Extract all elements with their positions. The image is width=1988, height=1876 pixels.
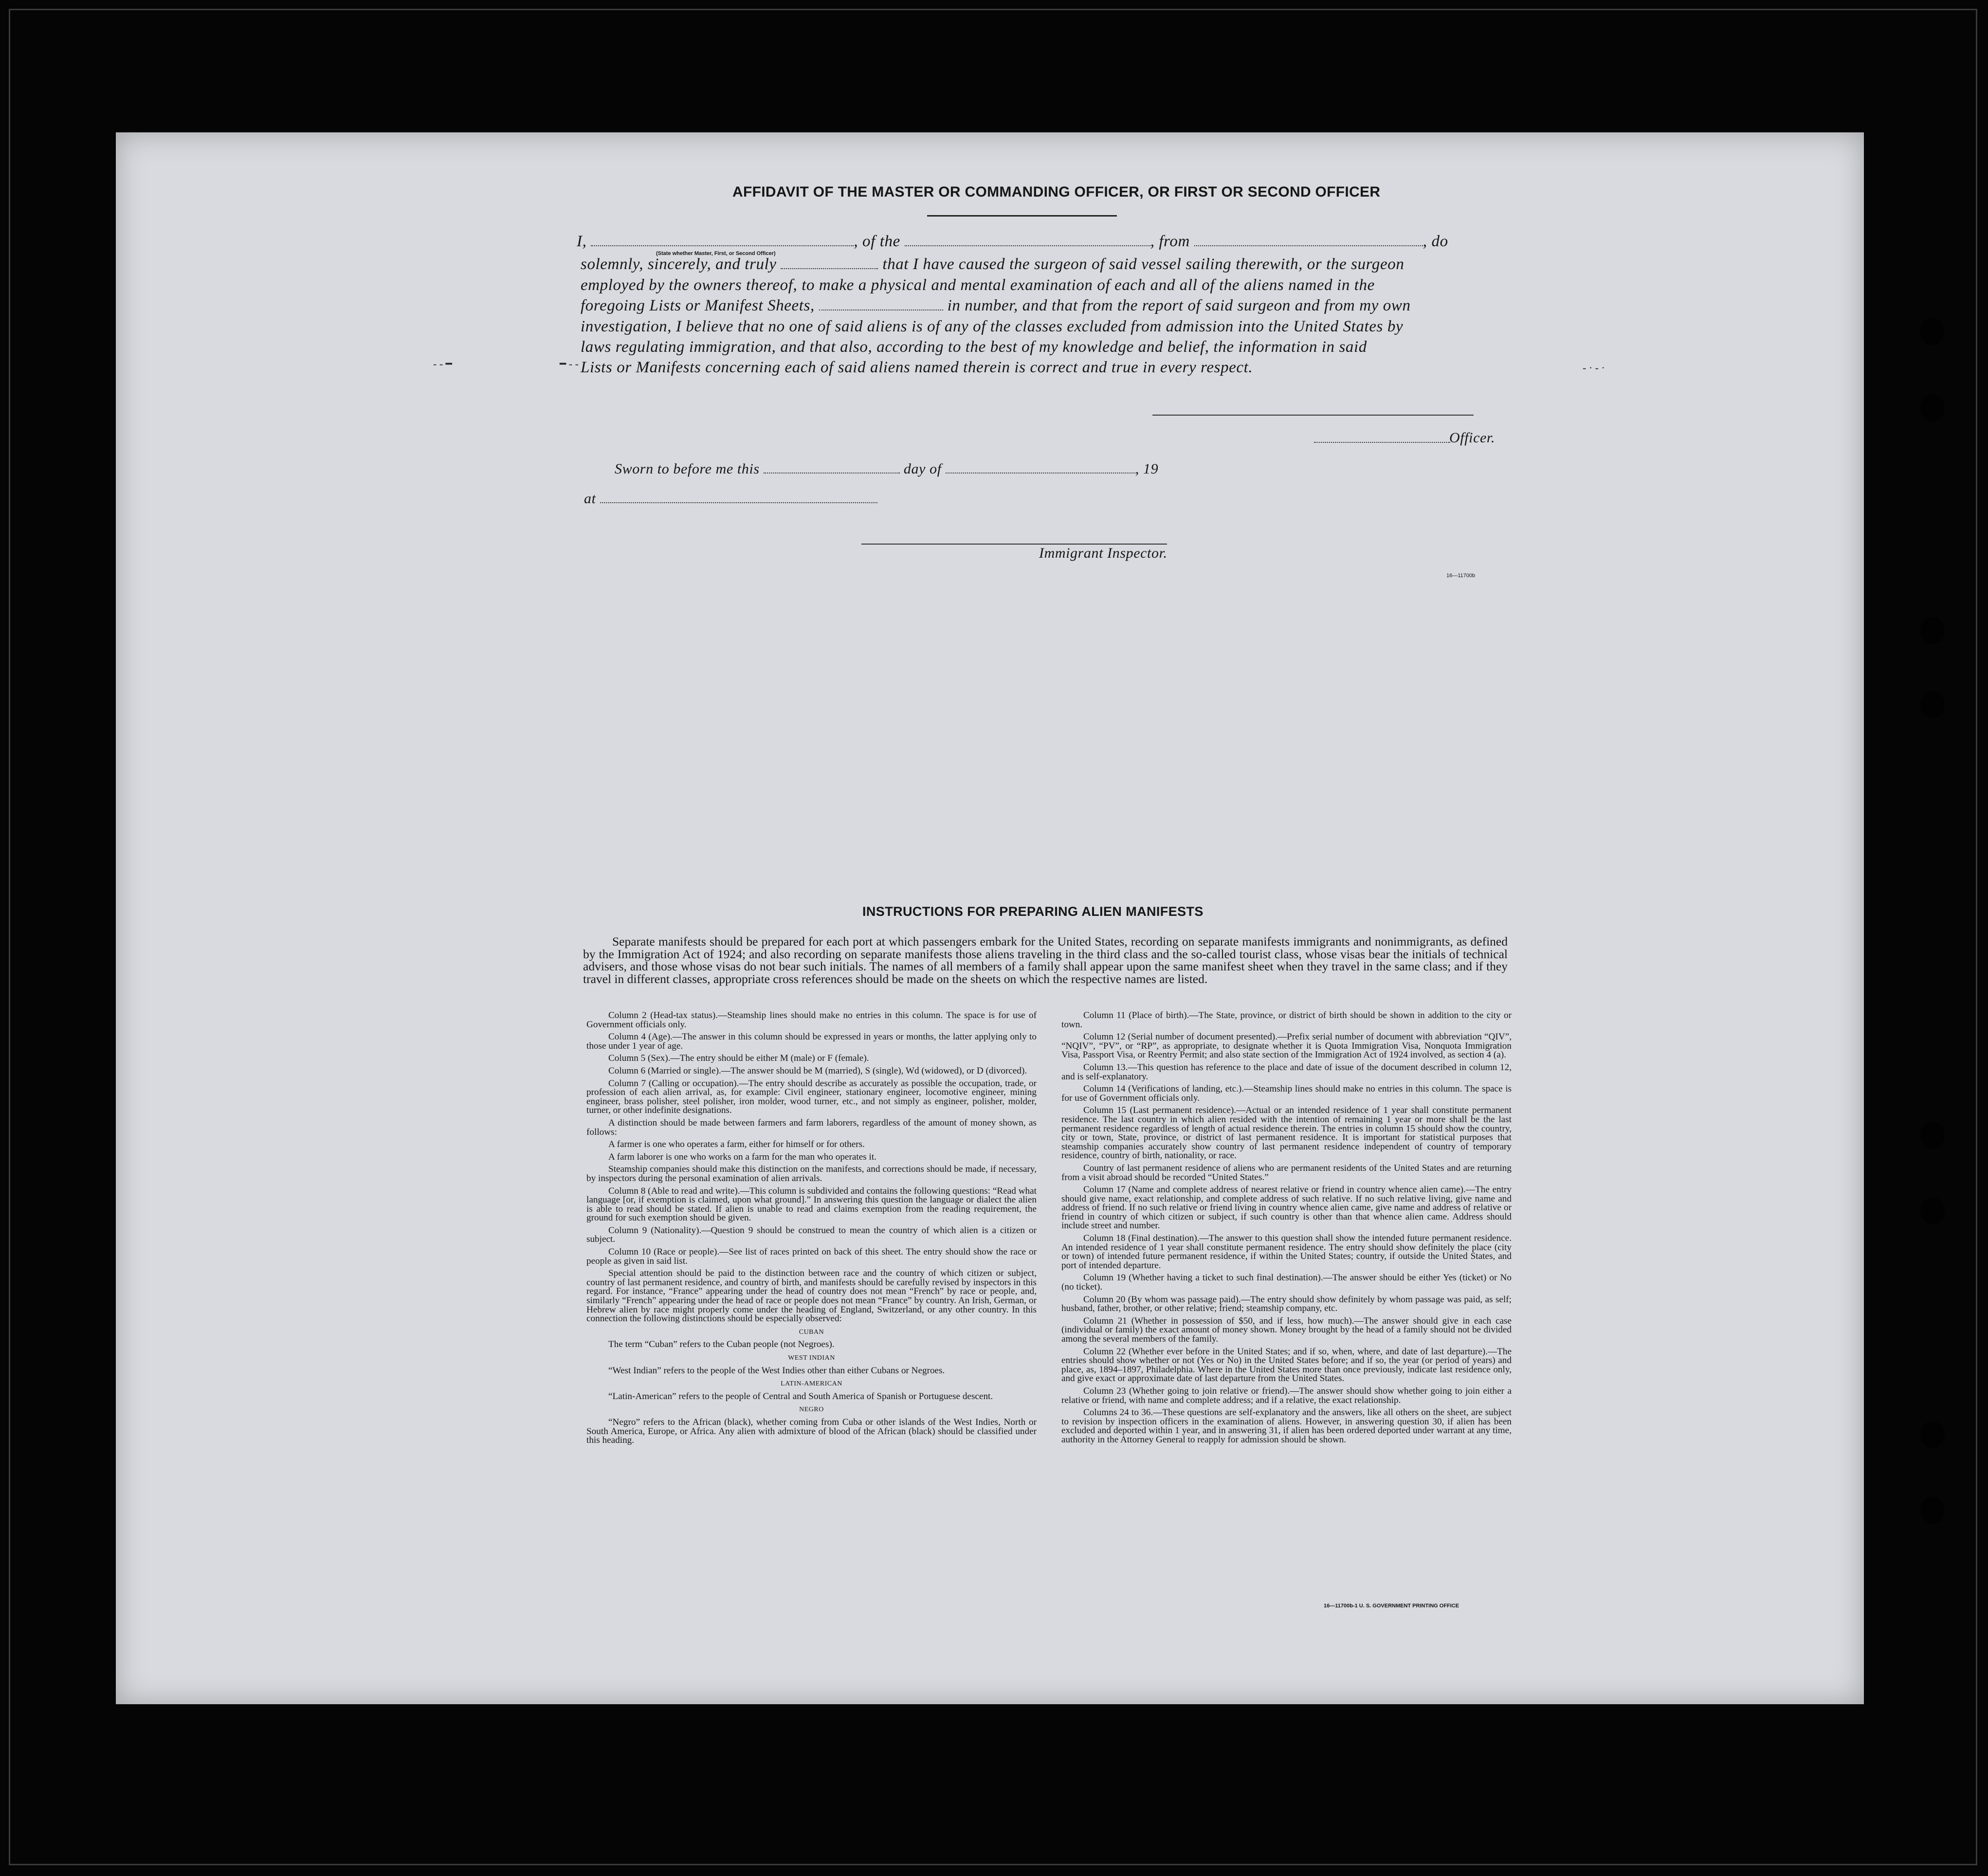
do-label: , do: [1423, 233, 1448, 250]
punch-hole: [1920, 691, 1945, 718]
affidavit-i-label: I,: [577, 233, 587, 250]
section-heading: WEST INDIAN: [788, 1354, 835, 1362]
instruction-paragraph: Column 7 (Calling or occupation).—The entry should describe as accurately as possible the occupation, trade, or profession of each alien arrival, as, for example: Civil engineer, stationary engineer, locomotive engineer, mining engineer, brass polisher, steel polisher, iron molder, wood turner, etc., and not simply as engineer, polisher, molder, turner, or other indefinite designations.: [586, 1078, 1037, 1116]
affidavit-title: AFFIDAVIT OF THE MASTER OR COMMANDING OFFICER, OR FIRST OR SECOND OFFICER: [732, 184, 1381, 200]
instruction-paragraph: Column 15 (Last permanent residence).—Actual or an intended residence of 1 year shall constitute permanent residence. The last country in which alien resided with the intention of remaining 1 year or more shall be the last permanent residence regardless of length of actual residence therein. The entries in column 15 should show the country, city or town, State, province, or district of last permanent residence. It is important for statistical purposes that steamship companies accurately show country of last permanent residence independent of country of temporary residence, country of birth, nationality, or race.: [1061, 1105, 1512, 1161]
year-label: , 19: [1135, 461, 1159, 477]
sheet-count-blank[interactable]: [819, 301, 943, 310]
instructions-title: INSTRUCTIONS FOR PREPARING ALIEN MANIFESTS: [862, 904, 1204, 919]
punch-hole: [1920, 318, 1944, 345]
affidavit-line-3: employed by the owners thereof, to make a physical and mental examination of each and all of the aliens named in the: [581, 276, 1375, 294]
scan-artifact: ━ - -: [560, 358, 579, 370]
affidavit-line-5: investigation, I believe that no one of said aliens is of any of the classes excluded from admission into the United States by: [581, 318, 1404, 335]
instruction-paragraph: Special attention should be paid to the distinction between race and the country of which citizen or subject, country of last permanent residence, and country of birth, and manifests should be carefully revised by inspectors in this regard. For instance, “France” appearing under the head of country does not mean “French” by race or people, and, similarly “French” appearing under the head of race or people does not mean “France” by country. An Irish, German, or Hebrew alien by race might properly come under the heading of England, Switzerland, or any other country. In this connection the following distinctions should be especially observed:: [586, 1268, 1037, 1324]
instruction-paragraph: “Negro” refers to the African (black), whether coming from Cuba or other islands of the West Indies, North or South America, Europe, or Africa. Any alien with admixture of blood of the African (black) should be classified under this heading.: [586, 1417, 1037, 1446]
surgeon-report-text: in number, and that from the report of said surgeon and from my own: [947, 297, 1411, 314]
instruction-paragraph: Column 11 (Place of birth).—The State, province, or district of birth should be shown in addition to the city or town.: [1061, 1010, 1512, 1030]
at-place-blank[interactable]: [600, 493, 877, 503]
rank-instruction-note: (State whether Master, First, or Second Officer): [656, 251, 776, 256]
section-heading: NEGRO: [799, 1406, 824, 1414]
instruction-paragraph: Columns 24 to 36.—These questions are self-explanatory and the answers, like all others on the sheet, are subject to revision by inspection officers in the examination of aliens. However, in answering question 30, if alien has been excluded and deported within 1 year, and in answering 31, if alien has been ordered deported under warrant at any time, authority in the Attorney General to reapply for admission should be shown.: [1061, 1407, 1512, 1445]
instruction-paragraph: Country of last permanent residence of aliens who are permanent residents of the United States and are returning from a visit abroad should be recorded “United States.”: [1061, 1163, 1512, 1183]
swear-blank[interactable]: [781, 259, 878, 269]
instruction-paragraph: Column 10 (Race or people).—See list of races printed on back of this sheet. The entry should show the race or people as given in said list.: [586, 1247, 1037, 1266]
sworn-day-blank[interactable]: [764, 464, 900, 474]
solemnly-text: solemnly, sincerely, and truly: [581, 255, 777, 273]
vessel-blank[interactable]: [905, 237, 1150, 246]
sworn-text: Sworn to before me this: [615, 461, 760, 477]
instruction-paragraph: The term “Cuban” refers to the Cuban people (not Negroes).: [608, 1339, 835, 1350]
instruction-paragraph: Column 9 (Nationality).—Question 9 should be construed to mean the country of which alien is a citizen or subject.: [586, 1225, 1037, 1245]
instruction-paragraph: Column 17 (Name and complete address of nearest relative or friend in country whence alien came).—The entry should give name, exact relationship, and complete address of such relative. If no such relative living, give name and address of friend. If no such relative or friend living in country whence alien came, give name and address of relative or friend in country of which citizen or subject, if such country is other than that whence alien came. Address should include street and number.: [1061, 1184, 1512, 1231]
printing-office-code: 16—11700b-1 U. S. GOVERNMENT PRINTING OFFICE: [1324, 1603, 1459, 1609]
inspector-signature-line[interactable]: [861, 544, 1167, 545]
punch-hole: [1920, 394, 1945, 421]
instructions-intro: Separate manifests should be prepared for each port at which passengers embark for the United States, recording on separate manifests immigrants and nonimmigrants, as defined by the Immigration Act of 1924; and also recording on separate manifests those aliens traveling in the third class and the so-called tourist class, whose visas bear the initials of technical advisers, and those whose visas do not bear such initials. The names of all members of a family shall appear upon the same manifest sheet when they travel in the same class; and if they travel in different classes, appropriate cross references should be made on the sheets on which the respective names are listed.: [583, 934, 1508, 986]
form-code: 16—11700b: [1446, 573, 1476, 579]
affidavit-line-4: [581, 297, 1411, 315]
punch-hole: [1920, 1122, 1945, 1149]
affidavit-line-7: Lists or Manifests concerning each of said aliens named therein is correct and true in every respect.: [581, 359, 1253, 376]
instruction-paragraph: Column 18 (Final destination).—The answer to this question shall show the intended future permanent residence. An intended residence of 1 year shall constitute permanent residence. The entry should show definitely the place (city or town) of intended future permanent residence, if within the United States; country, if outside the United States, and port of intended departure.: [1061, 1233, 1512, 1271]
instruction-paragraph: Column 5 (Sex).—The entry should be either M (male) or F (female).: [608, 1053, 869, 1064]
port-blank[interactable]: [1194, 237, 1423, 246]
instruction-paragraph: Column 12 (Serial number of document presented).—Prefix serial number of document with abbreviation “QIV”, “NQIV”, “PV”, or “RP”, as appropriate, to designate whether it is Quota Immigration Visa, Nonquota Immigration Visa, Passport Visa, or Reentry Permit; and also state section of the Immigration Act of 1924 involved, as section 4 (a).: [1061, 1032, 1512, 1060]
instruction-paragraph: Column 20 (By whom was passage paid).—The entry should show definitely by whom passage was paid, as self; husband, father, brother, or other relative; friend; steamship company, etc.: [1061, 1294, 1512, 1314]
section-heading: CUBAN: [799, 1328, 824, 1336]
title-divider: [927, 215, 1117, 217]
instruction-paragraph: Column 2 (Head-tax status).—Steamship lines should make no entries in this column. The space is for use of Government officials only.: [586, 1010, 1037, 1030]
inspector-label: Immigrant Inspector.: [1039, 545, 1167, 561]
instruction-paragraph: “Latin-American” refers to the people of Central and South America of Spanish or Portuguese descent.: [608, 1391, 993, 1402]
instruction-paragraph: Column 8 (Able to read and write).—This column is subdivided and contains the following questions: “Read what language [or, if exemption is claimed, upon what ground].” In answering this question the language or dialect the alien is able to read should be stated. If alien is unable to read and claims exemption from the reading requirement, the ground for such exemption should be given.: [586, 1185, 1037, 1223]
instruction-paragraph: Column 13.—This question has reference to the place and date of issue of the document described in column 12, and is self-explanatory.: [1061, 1062, 1512, 1082]
punch-hole: [1920, 617, 1945, 644]
at-label: at: [584, 491, 596, 507]
instructions-right-column: [1061, 1011, 1512, 1448]
instruction-paragraph: A farmer is one who operates a farm, either for himself or for others.: [608, 1139, 865, 1150]
signature-line[interactable]: [1152, 415, 1474, 416]
affidavit-line-1: [577, 233, 1448, 251]
punch-hole: [1920, 1421, 1945, 1448]
instruction-paragraph: Column 19 (Whether having a ticket to such final destination).—The answer should be either Yes (ticket) or No (no ticket).: [1061, 1273, 1512, 1293]
scan-artifact: - - ━: [433, 358, 452, 370]
sworn-month-blank[interactable]: [946, 464, 1135, 474]
instructions-left-column: [586, 1011, 1037, 1449]
instruction-paragraph: Column 14 (Verifications of landing, etc.).—Steamship lines should make no entries in this column. The space is for use of Government officials only.: [1061, 1084, 1512, 1103]
officer-signature-line[interactable]: [1314, 442, 1450, 443]
rank-blank[interactable]: [591, 237, 854, 246]
instruction-paragraph: A farm laborer is one who works on a farm for the man who operates it.: [608, 1151, 876, 1162]
affidavit-line-6: laws regulating immigration, and that also, according to the best of my knowledge and belief, the information in said: [581, 338, 1367, 356]
instruction-paragraph: Steamship companies should make this distinction on the manifests, and corrections should be made, if necessary, by inspectors during the personal examination of alien arrivals.: [586, 1164, 1037, 1184]
officer-label: Officer.: [1449, 430, 1495, 446]
instruction-paragraph: Column 4 (Age).—The answer in this column should be expressed in years or months, the latter applying only to those under 1 year of age.: [586, 1032, 1037, 1051]
instruction-paragraph: Column 21 (Whether in possession of $50, and if less, how much).—The answer should give in each case (individual or family) the exact amount of money shown. Money brought by the head of a family should not be divided among the several members of the family.: [1061, 1315, 1512, 1344]
instruction-paragraph: “West Indian” refers to the people of the West Indies other than either Cubans or Negroes.: [608, 1365, 945, 1376]
from-label: , from: [1150, 233, 1190, 250]
punch-hole: [1920, 1197, 1945, 1224]
day-of-label: day of: [903, 461, 942, 477]
instruction-paragraph: Column 6 (Married or single).—The answer should be M (married), S (single), Wd (widowed), or D (divorced).: [608, 1065, 1027, 1076]
punch-hole: [1920, 1496, 1945, 1524]
surgeon-text: that I have caused the surgeon of said vessel sailing therewith, or the surgeon: [882, 255, 1404, 273]
instruction-paragraph: A distinction should be made between farmers and farm laborers, regardless of the amount of money shown, as follows:: [586, 1117, 1037, 1137]
instruction-paragraph: Column 22 (Whether ever before in the United States; and if so, when, where, and date of last departure).—The entries should show whether or not (Yes or No) in the United States before; and if so, the year (or period of years) and place, as, 1894–1897, Philadelphia. Where in the United States more than once previously, indicate last residence only, and give exact or approximate date of last departure from the United States.: [1061, 1346, 1512, 1384]
instruction-paragraph: Column 23 (Whether going to join relative or friend).—The answer should show whether going to join either a relative or friend, with name and complete address; and if a relative, the exact relationship.: [1061, 1385, 1512, 1405]
of-the-label: , of the: [854, 233, 900, 250]
scan-artifact: - · - ·: [1583, 362, 1605, 374]
section-heading: LATIN-AMERICAN: [781, 1380, 842, 1388]
manifest-sheets-text: foregoing Lists or Manifest Sheets,: [581, 297, 815, 314]
at-line: [584, 491, 877, 507]
affidavit-line-2: [581, 255, 1404, 273]
sworn-line: [615, 461, 1158, 477]
